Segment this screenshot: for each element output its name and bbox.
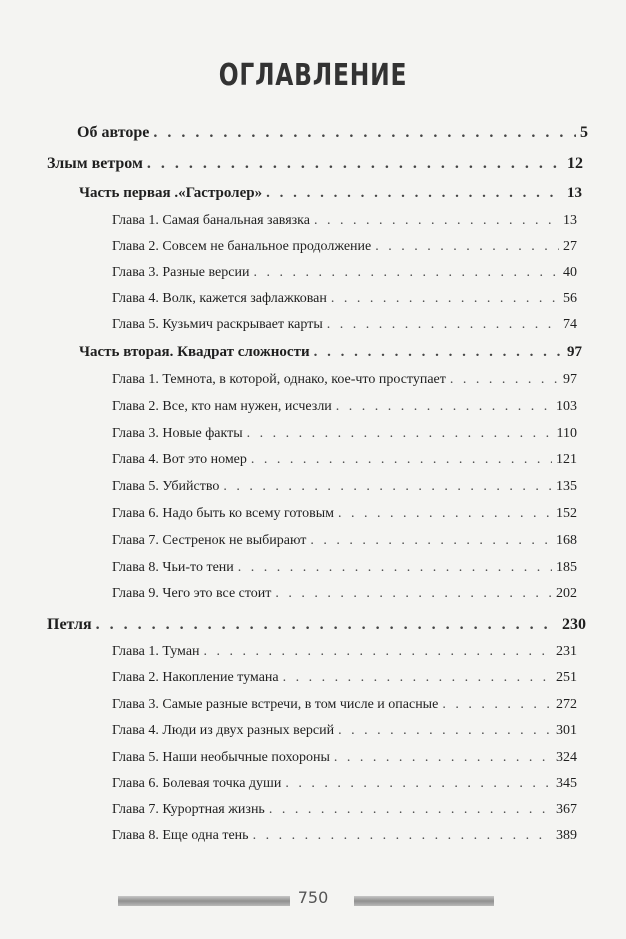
toc-part-row bbox=[79, 185, 582, 202]
toc-entry-title: Глава 5. Кузьмич раскрывает карты bbox=[112, 317, 323, 332]
toc-entry-page: 13 bbox=[563, 213, 577, 228]
toc-entry-page: 345 bbox=[556, 776, 577, 791]
toc-chapter-row bbox=[112, 506, 577, 522]
toc-chapter-row bbox=[112, 644, 577, 660]
toc-entry-page: 135 bbox=[556, 479, 577, 494]
toc-entry-page: 202 bbox=[556, 586, 577, 601]
toc-entry-title: Глава 7. Сестренок не выбирают bbox=[112, 533, 307, 548]
dot-leader bbox=[442, 697, 552, 713]
dot-leader bbox=[327, 317, 559, 333]
toc-entry-title: Глава 7. Курортная жизнь bbox=[112, 802, 265, 817]
dot-leader bbox=[253, 265, 559, 281]
toc-entry-page: 301 bbox=[556, 723, 577, 738]
toc-entry-title: Глава 1. Темнота, в которой, однако, кое-что проступает bbox=[112, 372, 446, 387]
toc-entry-page: 389 bbox=[556, 828, 577, 843]
toc-chapter-row bbox=[112, 213, 577, 229]
toc-entry-page: 251 bbox=[556, 670, 577, 685]
toc-entry-page: 13 bbox=[567, 185, 582, 201]
toc-entry-title: Глава 8. Еще одна тень bbox=[112, 828, 249, 843]
toc-entry-page: 168 bbox=[556, 533, 577, 548]
toc-part-row bbox=[79, 344, 582, 361]
toc-chapter-row bbox=[112, 265, 577, 281]
dot-leader bbox=[153, 124, 576, 142]
toc-entry-title: Глава 3. Разные версии bbox=[112, 265, 250, 280]
dot-leader bbox=[247, 426, 553, 442]
toc-entry-page: 5 bbox=[580, 124, 588, 141]
dot-leader bbox=[251, 452, 552, 468]
toc-chapter-row bbox=[112, 723, 577, 739]
dot-leader bbox=[275, 586, 552, 602]
toc-chapter-row bbox=[112, 399, 577, 415]
toc-chapter-row bbox=[112, 479, 577, 495]
dot-leader bbox=[204, 644, 552, 660]
dot-leader bbox=[338, 723, 552, 739]
toc-entry-page: 367 bbox=[556, 802, 577, 817]
toc-entry-page: 152 bbox=[556, 506, 577, 521]
toc-chapter-row bbox=[112, 802, 577, 818]
dot-leader bbox=[269, 802, 552, 818]
toc-chapter-row bbox=[112, 697, 577, 713]
toc-entry-title: Глава 2. Все, кто нам нужен, исчезли bbox=[112, 399, 332, 414]
toc-entry-title: Глава 1. Туман bbox=[112, 644, 200, 659]
toc-entry-page: 103 bbox=[556, 399, 577, 414]
toc-entry-page: 27 bbox=[563, 239, 577, 254]
toc-entry-page: 74 bbox=[563, 317, 577, 332]
toc-entry-page: 56 bbox=[563, 291, 577, 306]
toc-chapter-row bbox=[112, 750, 577, 766]
toc-entry-page: 97 bbox=[563, 372, 577, 387]
toc-entry-title: Глава 4. Вот это номер bbox=[112, 452, 247, 467]
dot-leader bbox=[266, 185, 563, 202]
toc-entry-page: 12 bbox=[567, 155, 583, 172]
dot-leader bbox=[450, 372, 559, 388]
page-number: 750 bbox=[297, 888, 329, 907]
toc-entry-page: 185 bbox=[556, 560, 577, 575]
dot-leader bbox=[314, 344, 563, 361]
toc-chapter-row bbox=[112, 828, 577, 844]
footer-ornament-right bbox=[354, 896, 494, 906]
dot-leader bbox=[223, 479, 552, 495]
toc-entry-page: 231 bbox=[556, 644, 577, 659]
toc-chapter-row bbox=[112, 533, 577, 549]
dot-leader bbox=[336, 399, 552, 415]
dot-leader bbox=[96, 616, 558, 634]
toc-entry-title: Глава 9. Чего это все стоит bbox=[112, 586, 272, 601]
toc-entry-title: Глава 2. Накопление тумана bbox=[112, 670, 279, 685]
dot-leader bbox=[253, 828, 552, 844]
toc-entry-title: Глава 1. Самая банальная завязка bbox=[112, 213, 310, 228]
toc-entry-page: 40 bbox=[563, 265, 577, 280]
toc-entry-title: Об авторе bbox=[77, 124, 150, 141]
dot-leader bbox=[338, 506, 552, 522]
toc-entry-page: 230 bbox=[562, 616, 586, 633]
toc-entry-page: 324 bbox=[556, 750, 577, 765]
toc-entry-title: Петля bbox=[47, 616, 92, 633]
dot-leader bbox=[334, 750, 552, 766]
toc-entry-title: Глава 8. Чьи-то тени bbox=[112, 560, 234, 575]
toc-entry-title: Глава 6. Надо быть ко всему готовым bbox=[112, 506, 334, 521]
toc-chapter-row bbox=[112, 452, 577, 468]
toc-entry-title: Глава 2. Совсем не банальное продолжение bbox=[112, 239, 372, 254]
toc-entry-title: Глава 6. Болевая точка души bbox=[112, 776, 282, 791]
toc-entry-page: 272 bbox=[556, 697, 577, 712]
toc-chapter-row bbox=[112, 317, 577, 333]
toc-chapter-row bbox=[112, 560, 577, 576]
toc-entry-page: 110 bbox=[556, 426, 577, 441]
dot-leader bbox=[310, 533, 552, 549]
toc-chapter-row bbox=[112, 291, 577, 307]
toc-entry-title: Часть первая .«Гастролер» bbox=[79, 185, 263, 201]
toc-entry-title: Глава 5. Убийство bbox=[112, 479, 220, 494]
toc-entry-title: Часть вторая. Квадрат сложности bbox=[79, 344, 310, 360]
toc-entry-page: 97 bbox=[567, 344, 582, 360]
toc-chapter-row bbox=[112, 670, 577, 686]
toc-entry-title: Глава 3. Самые разные встречи, в том числе и опасные bbox=[112, 697, 439, 712]
toc-chapter-row bbox=[112, 776, 577, 792]
dot-leader bbox=[238, 560, 552, 576]
dot-leader bbox=[147, 155, 563, 173]
page-footer bbox=[0, 888, 626, 914]
toc-chapter-row bbox=[112, 426, 577, 442]
toc-entry-title: Глава 5. Наши необычные похороны bbox=[112, 750, 330, 765]
dot-leader bbox=[285, 776, 552, 792]
toc-section-row bbox=[77, 124, 588, 142]
toc-entry-title: Злым ветром bbox=[47, 155, 143, 172]
dot-leader bbox=[283, 670, 552, 686]
toc-entry-title: Глава 3. Новые факты bbox=[112, 426, 243, 441]
toc-chapter-row bbox=[112, 586, 577, 602]
dot-leader bbox=[331, 291, 559, 307]
toc-section-row bbox=[47, 616, 586, 634]
toc-entry-title: Глава 4. Волк, кажется зафлажкован bbox=[112, 291, 327, 306]
toc-entry-page: 121 bbox=[556, 452, 577, 467]
toc-entry-title: Глава 4. Люди из двух разных версий bbox=[112, 723, 335, 738]
toc-chapter-row bbox=[112, 372, 577, 388]
dot-leader bbox=[375, 239, 559, 255]
toc-section-row bbox=[47, 155, 583, 173]
dot-leader bbox=[314, 213, 559, 229]
toc-heading: ОГЛАВЛЕНИЕ bbox=[218, 58, 408, 93]
toc-chapter-row bbox=[112, 239, 577, 255]
